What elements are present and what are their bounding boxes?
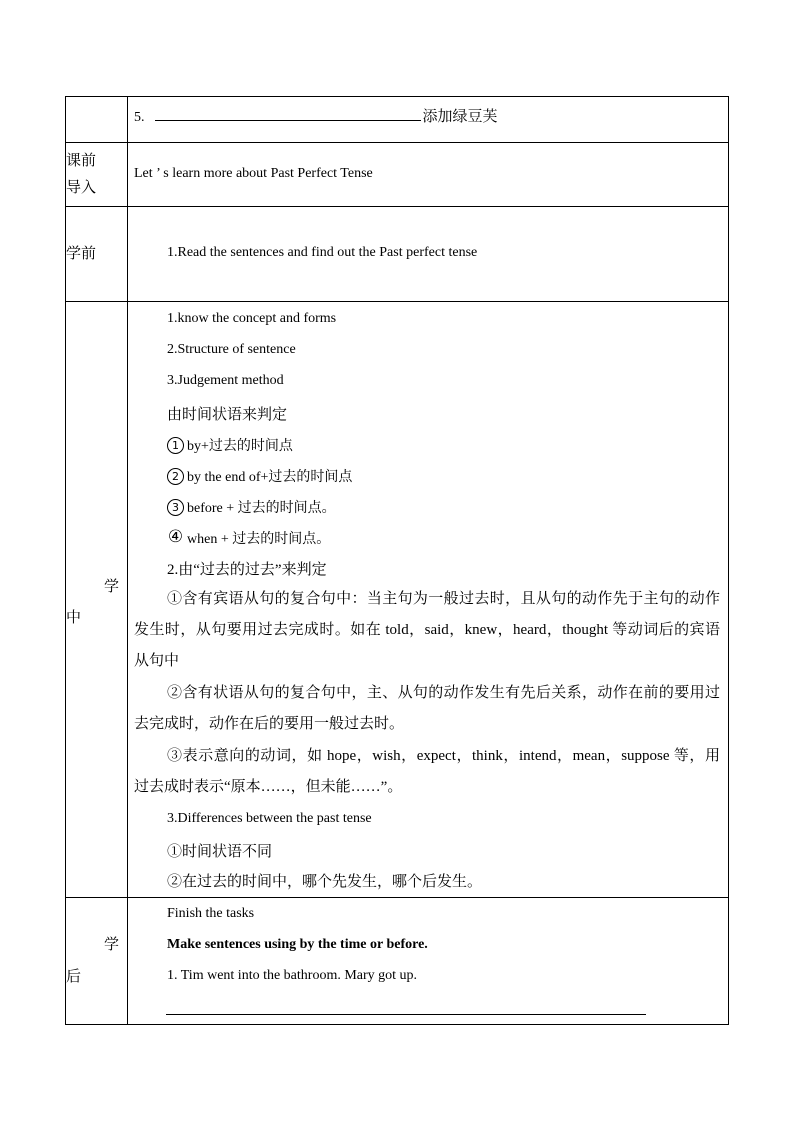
row3-label-cell <box>66 302 128 898</box>
paragraph-adverbial-clause: ②含有状语从句的复合句中，主、从句的动作发生有先后关系，动作在前的要用过去完成时，动作在后的要用一般过去时。 <box>134 685 720 732</box>
row-post-learning <box>66 898 729 1025</box>
circled-number-icon: 1 <box>167 437 184 454</box>
row4-label-cell <box>66 898 128 1025</box>
row0-label-cell <box>66 97 128 143</box>
row-item-5 <box>66 97 729 143</box>
row2-label-cell <box>66 207 128 302</box>
task-instruction: Finish the tasks <box>167 906 255 921</box>
point-past-of-past: 2.由“过去的过去”来判定 <box>167 562 327 578</box>
point-judgement: 3.Judgement method <box>167 373 284 388</box>
item-5-line <box>134 105 498 126</box>
point-concept: 1.know the concept and forms <box>167 311 337 326</box>
paragraph-object-clause: ①含有宾语从句的复合句中：当主句为一般过去时，且从句的动作先于主句的动作发生时，从句要用过去完成时。如在 told，said，knew，heard，thought 等动词后的宾语从句中 <box>134 591 720 669</box>
answer-line[interactable] <box>166 1014 646 1015</box>
point-time-adverbial: 由时间状语来判定 <box>167 407 288 423</box>
list-item-2: 2 by the end of+过去的时间点 <box>167 466 352 486</box>
label-daoru: 导入 <box>66 179 97 196</box>
label-hou: 后 <box>66 969 82 985</box>
lesson-plan-table <box>65 96 729 1025</box>
list-item-3: 3 before + 过去的时间点。 <box>167 497 336 517</box>
label-kechian: 课前 <box>66 152 97 169</box>
intro-text: Let ’ s learn more about Past Perfect Tense <box>134 166 373 181</box>
label-xue: 学 <box>104 579 120 595</box>
row1-content-cell <box>128 143 729 207</box>
task-sentence-1: 1. Tim went into the bathroom. Mary got up. <box>167 968 418 983</box>
row3-content-cell <box>128 302 729 898</box>
circled-number-icon: 3 <box>167 499 184 516</box>
point-differences: 3.Differences between the past tense <box>167 811 372 826</box>
circled-number-icon: ④ <box>167 527 184 547</box>
point-structure: 2.Structure of sentence <box>167 342 296 357</box>
list-item-4: ④ when + 过去的时间点。 <box>167 527 331 547</box>
row0-content-cell <box>128 97 729 143</box>
row-pre-learning <box>66 207 729 302</box>
row4-content-cell <box>128 898 729 1025</box>
difference-2: ②在过去的时间中，哪个先发生，哪个后发生。 <box>167 874 483 890</box>
pre-learning-text: 1.Read the sentences and find out the Past perfect tense <box>167 245 478 260</box>
row-intro <box>66 143 729 207</box>
list-item-1: 1 by+过去的时间点 <box>167 435 293 455</box>
item-5-suffix: 添加绿豆芙 <box>422 109 498 125</box>
paragraph-intention-verbs: ③表示意向的动词，如 hope，wish，expect，think，intend，mean，suppose 等，用过去成时表示“原本……，但未能……”。 <box>134 748 720 795</box>
item-5-number: 5. <box>134 110 145 125</box>
row1-label-cell <box>66 143 128 207</box>
label-zhong: 中 <box>66 610 82 626</box>
difference-1: ①时间状语不同 <box>167 844 273 860</box>
row2-content-cell <box>128 207 729 302</box>
row-in-learning <box>66 302 729 898</box>
label-xueqian: 学前 <box>66 245 97 262</box>
circled-number-icon: 2 <box>167 468 184 485</box>
label-xue-post: 学 <box>104 937 120 953</box>
fill-in-blank[interactable] <box>155 108 421 121</box>
task-heading: Make sentences using by the time or before. <box>167 937 428 952</box>
